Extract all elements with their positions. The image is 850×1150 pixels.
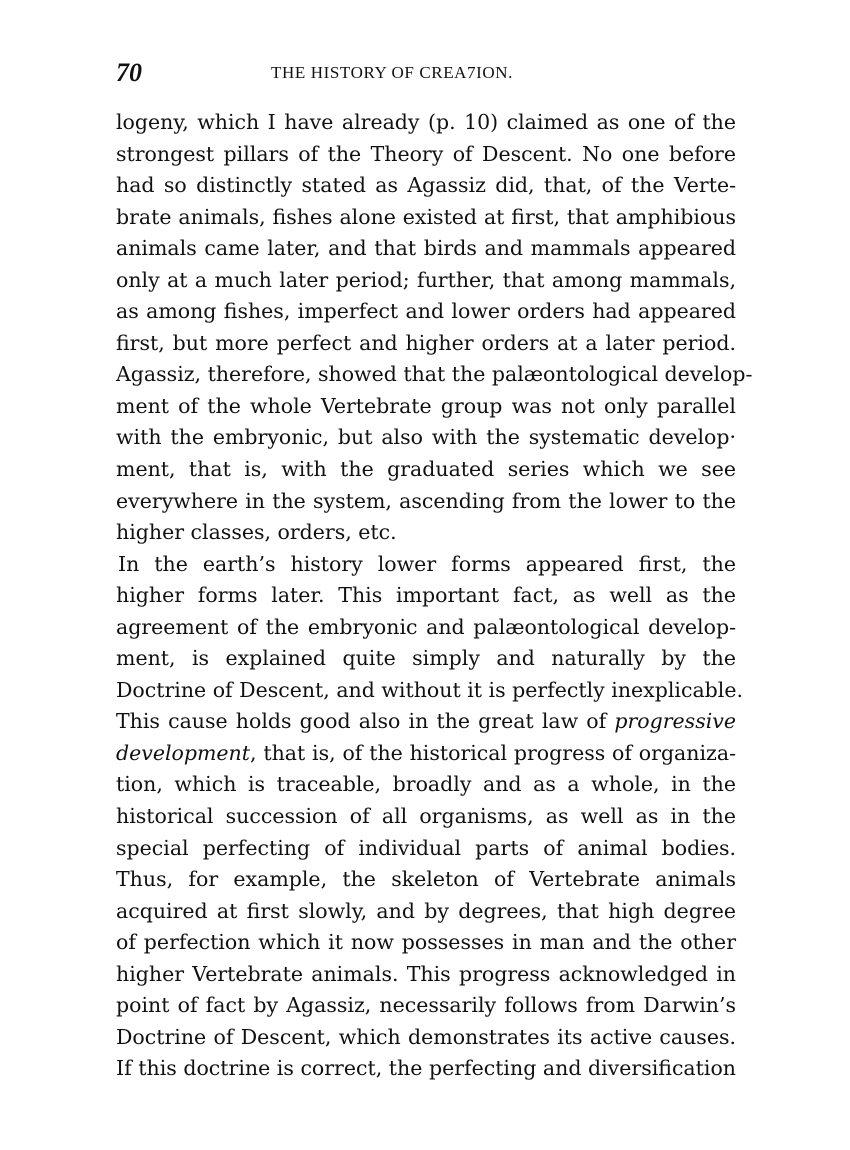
- italic-term: development: [116, 740, 251, 765]
- text-line-with-italic: [116, 738, 736, 770]
- running-head: [116, 58, 736, 88]
- text-line: brate animals, fishes alone existed at first, that amphibious: [116, 204, 736, 229]
- page-number: 70: [116, 58, 142, 87]
- text-line: Doctrine of Descent, and without it is perfectly inexplicable.: [116, 677, 744, 702]
- text-line: ment, is explained quite simply and naturally by the: [116, 646, 736, 671]
- text-line: point of fact by Agassiz, necessarily follows from Darwin’s: [116, 993, 736, 1018]
- text-line: higher Vertebrate animals. This progress acknowledged in: [116, 961, 736, 986]
- body-text: [116, 107, 753, 1085]
- text-line: Agassiz, therefore, showed that the palæontological develop-: [116, 362, 753, 387]
- text-line: first, but more perfect and higher orders at a later period.: [116, 330, 736, 355]
- text-line: with the embryonic, but also with the systematic develop·: [116, 425, 736, 450]
- text-line: special perfecting of individual parts of animal bodies.: [116, 835, 736, 860]
- text-line: ment, that is, with the graduated series which we see: [116, 457, 736, 482]
- paragraph-end-line: higher classes, orders, etc.: [116, 520, 397, 545]
- text-line: agreement of the embryonic and palæontological develop-: [116, 614, 736, 639]
- running-title: THE HISTORY OF CREA7ION.: [271, 63, 514, 82]
- italic-term: progressive: [614, 709, 736, 734]
- text-line: higher forms later. This important fact, as well as the: [116, 583, 736, 608]
- text-line: only at a much later period; further, that among mammals,: [116, 267, 736, 292]
- paragraph-start-line: In the earth’s history lower forms appeared first, the: [118, 551, 736, 576]
- text-line: had so distinctly stated as Agassiz did, that, of the Verte-: [116, 173, 736, 198]
- line-text: This cause holds good also in the great law of: [116, 709, 615, 734]
- text-line: tion, which is traceable, broadly and as a whole, in the: [116, 772, 736, 797]
- text-line: acquired at first slowly, and by degrees, that high degree: [116, 898, 736, 923]
- text-line: as among fishes, imperfect and lower orders had appeared: [116, 299, 736, 324]
- text-line: logeny, which I have already (p. 10) claimed as one of the: [116, 110, 736, 134]
- text-line: Thus, for example, the skeleton of Vertebrate animals: [116, 867, 736, 892]
- line-text: , that is, of the historical progress of organiza-: [250, 740, 736, 765]
- text-line: everywhere in the system, ascending from the lower to the: [116, 488, 736, 513]
- text-line: animals came later, and that birds and mammals appeared: [116, 236, 736, 261]
- text-line: historical succession of all organisms, as well as in the: [116, 804, 736, 829]
- text-line: Doctrine of Descent, which demonstrates its active causes.: [116, 1024, 736, 1049]
- text-line: ment of the whole Vertebrate group was not only parallel: [116, 393, 736, 418]
- text-line: of perfection which it now possesses in man and the other: [116, 930, 736, 955]
- text-line: strongest pillars of the Theory of Descent. No one before: [116, 141, 736, 166]
- text-line-with-italic: [116, 706, 736, 738]
- text-line: If this doctrine is correct, the perfecting and diversification: [116, 1056, 736, 1081]
